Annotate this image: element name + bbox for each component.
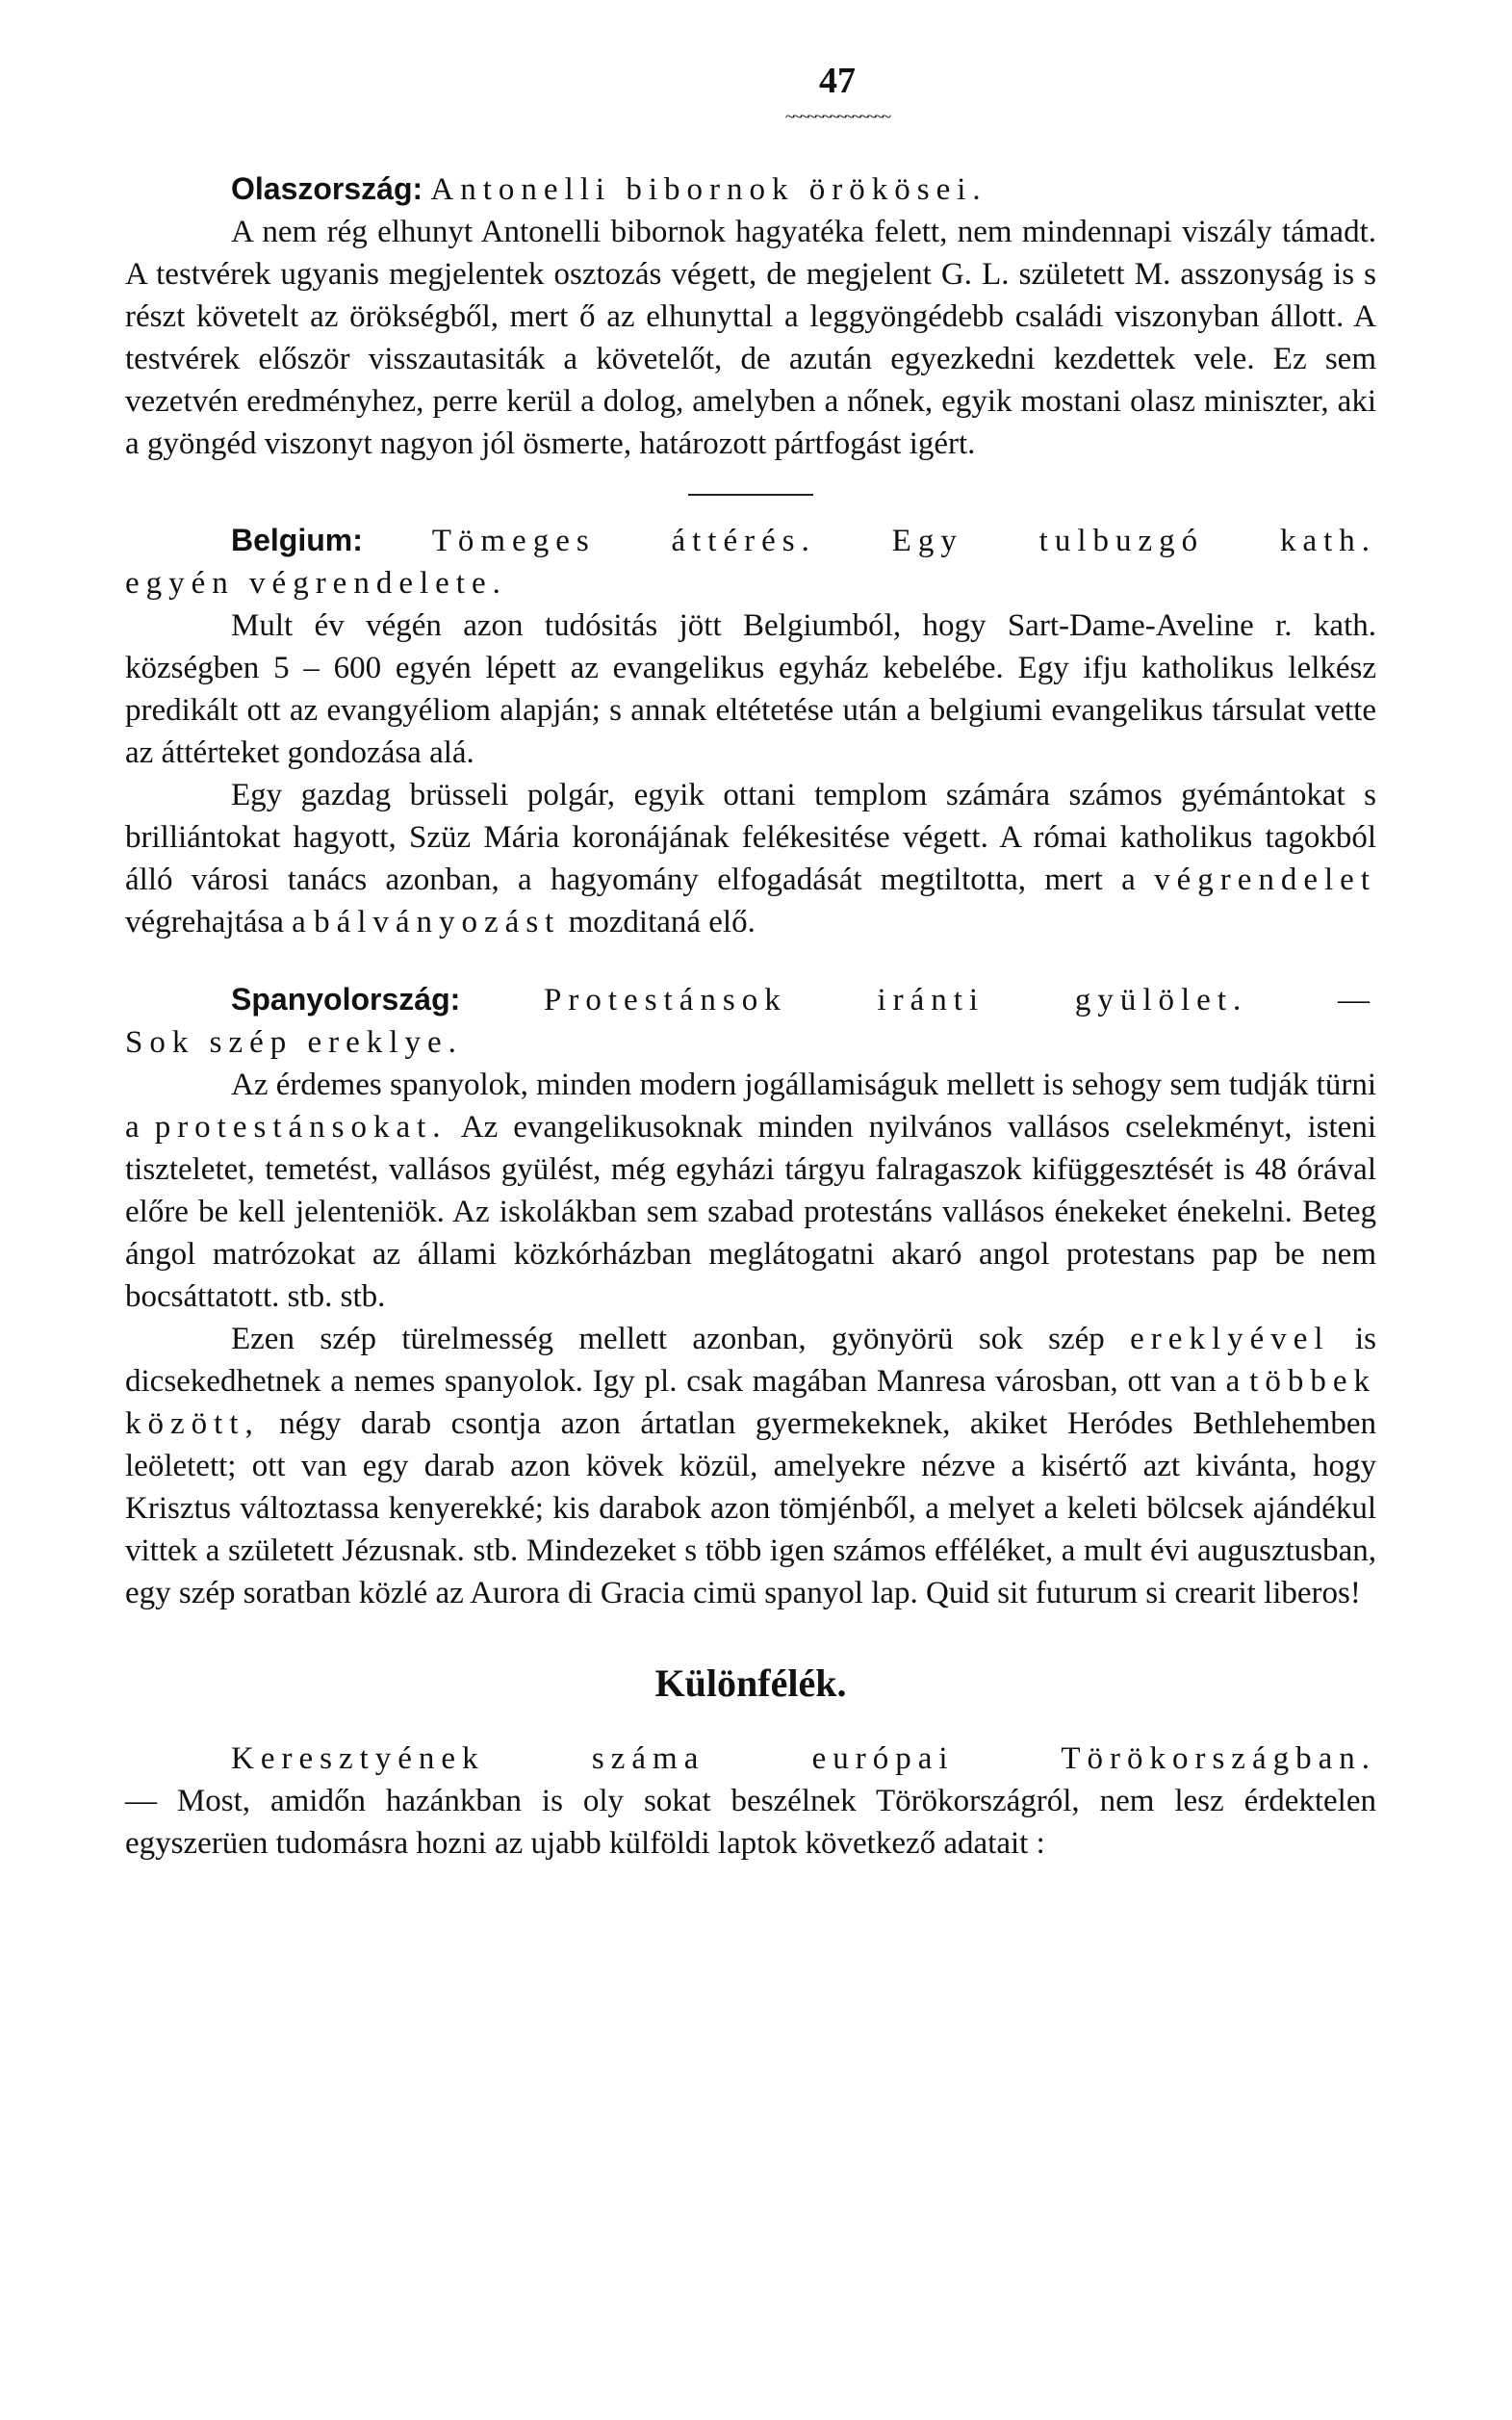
spain-p1-text-a: Az érdemes spanyolok, minden modern jogállamiságuk mellett is sehogy sem tudják türni a xyxy=(125,1068,1376,1145)
italy-topic: Antonelli bibornok örökösei. xyxy=(430,172,987,207)
belgium-topic-continued: egyén végrendelete. xyxy=(125,566,507,601)
spain-p2-text-a: Ezen szép türelmesség mellett azonban, gyönyörü sok szép xyxy=(231,1322,1131,1356)
spain-p1-emphasis: protestánsokat. xyxy=(154,1110,448,1145)
belgium-paragraph-1: Mult év végén azon tudósitás jött Belgiumból, hogy Sart-Dame-Aveline r. kath. községben 5 – 600 egyén lépett az evangelikus egyház kebelébe. Egy ifju katholikus lelkész predikált ott az evangyéliom alapján; s annak eltétetése után a belgiumi evangelikus társulat vette az áttérteket gondozása alá. xyxy=(125,608,1376,770)
header-ornament: ~~~~~~~~~~~~~~ xyxy=(784,107,890,126)
belgium-topic: Tömeges áttérés. Egy tulbuzgó kath. xyxy=(431,524,1377,558)
misc-subtitle: Keresztyének száma európai Törökországban. xyxy=(231,1741,1376,1776)
spain-paragraph-2 xyxy=(125,1318,1376,1614)
italy-heading-line xyxy=(125,167,1376,211)
belgium-p2-emphasis-1: végrendelet xyxy=(1154,862,1376,897)
misc-body: — Most, amidőn hazánkban is oly sokat beszélnek Törökországról, nem lesz érdektelen egyszerüen tudomásra hozni az ujabb külföldi laptok következő adatait : xyxy=(125,1784,1376,1861)
belgium-paragraph-2 xyxy=(125,774,1376,943)
belgium-p2-emphasis-2: bálványozást xyxy=(314,905,561,940)
spain-p2-text-b: is dicsekedhetnek a nemes spanyolok. Igy pl. csak magában Manresa városban, ott van a xyxy=(125,1322,1376,1399)
belgium-p2-text-a: Egy gazdag brüsseli polgár, egyik ottani templom számára számos gyémántokat s brilliántokat hagyott, Szüz Mária koronájának felékesitése végett. A római katholikus tagokból álló városi tanács azonban, a hagyomány elfogadását megtiltotta, mert a xyxy=(125,778,1376,897)
spain-p2-emphasis-1: ereklyével xyxy=(1130,1322,1330,1356)
section-divider xyxy=(688,494,813,496)
spain-heading-line xyxy=(125,978,1376,1021)
spain-p2-text-c: négy darab csontja azon ártatlan gyermekeknek, akiket Heródes Bethlehemben leöletett; ott van egy darab azon kövek közül, amelyekre nézve a kisértő azt kivánta, hogy Krisztus változtassa kenyerekké; kis darabok azon tömjénből, a melyet a keleti bölcsek ajándékul vittek a született Jézusnak. stb. Mindezeket s több igen számos efféléket, a mult évi augusztusban, egy szép soratban közlé az Aurora di Gracia cimü spanyol lap. Quid sit futurum si crearit liberos! xyxy=(125,1406,1376,1610)
spain-p1-text-b: Az evangelikusoknak minden nyilvános vallásos cselekményt, isteni tiszteletet, temetést, vallásos gyülést, még egyházi tárgyu falragaszok kifüggesztését is 48 órával előre be kell jelenteniök. Az iskolákban sem szabad protestáns vallásos énekeket énekelni. Beteg ángol matrózokat az állami közkórházban meglátogatni akaró angol protestans pap be nem bocsáttatott. stb. stb. xyxy=(125,1110,1376,1314)
belgium-country: Belgium: xyxy=(231,523,363,557)
italy-country: Olaszország: xyxy=(231,171,423,206)
document-page xyxy=(125,58,1376,1865)
page-number: 47 xyxy=(819,61,856,101)
spain-paragraph-1 xyxy=(125,1064,1376,1318)
spain-topic: Protestánsok iránti gyülölet. — xyxy=(544,983,1377,1017)
spain-topic-continued: Sok szép ereklye. xyxy=(125,1025,463,1060)
belgium-p2-text-c: mozditaná elő. xyxy=(560,905,756,940)
spain-country: Spanyolország: xyxy=(231,982,461,1017)
spain-p2-emphasis-2: többek között, xyxy=(125,1364,1376,1441)
italy-body: A nem rég elhunyt Antonelli bibornok hagyatéka felett, nem mindennapi viszály támadt. A testvérek ugyanis megjelentek osztozás végett, de megjelent G. L. született M. asszonyság is s részt követelt az örökségből, mert ő az elhunyttal a leggyöngédebb családi viszonyban állott. A testvérek először visszautasiták a követelőt, de azután egyezkedni kezdettek vele. Ez sem vezetvén eredményhez, perre kerül a dolog, amelyben a nőnek, egyik mostani olasz miniszter, aki a gyöngéd viszonyt nagyon jól ösmerte, határozott pártfogást igért. xyxy=(125,215,1376,461)
belgium-p2-text-b: végrehajtása a xyxy=(125,905,315,940)
belgium-topic-line-2 xyxy=(125,562,1376,605)
section-title: Különfélék. xyxy=(654,1661,847,1705)
spain-topic-line-2 xyxy=(125,1021,1376,1064)
belgium-heading-line xyxy=(125,519,1376,562)
